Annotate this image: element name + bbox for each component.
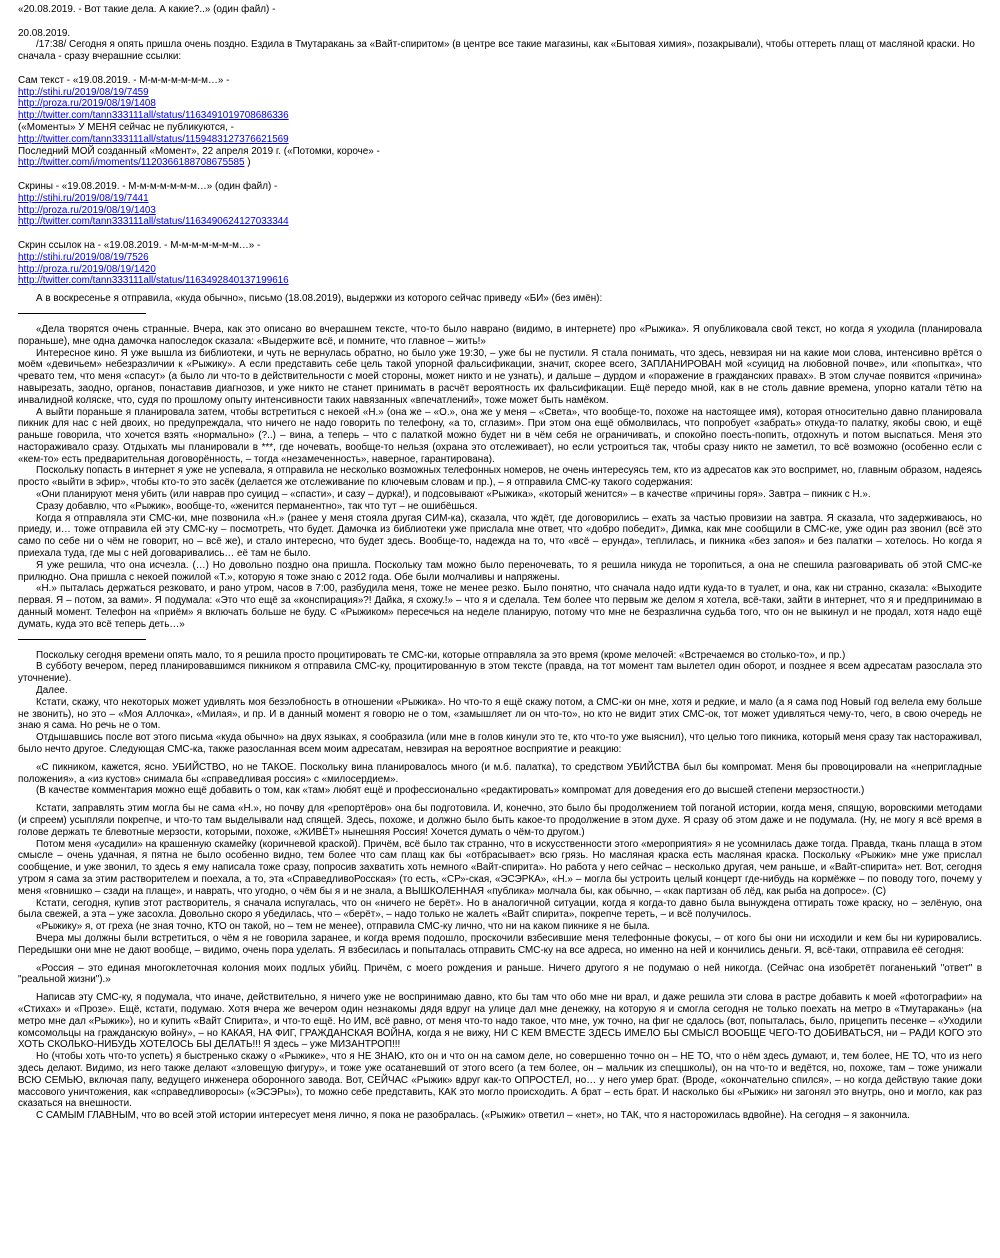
- body-paragraph: Написав эту СМС-ку, я подумала, что иначе, действительно, я ничего уже не воспринимаю давно, кто бы там что обо мне ни врал, и даже решила эти слова в растре добавить к моей «фотографии» на «Стихах» и «Прозе». Ещё, кстати, подумаю. Хотя вчера же вечером один незнакомы дядя вдруг на улице дал мне денежку, на которую я и смогла сегодня не только поехать на метро в «Тмутаракань» (на метро мне дал «Рыжик»), но и купить «Вайт Спирита», и что-то ещё. Но ИМ, всё равно, от меня что-то надо такое, что мне, уж точно, на фиг не сдалось (вот, попыталась, было, прицепить песенке – «Уходили комсомольцы на гражданскую войну», – но КАКАЯ, НА ФИГ, ГРАЖДАНСКАЯ ВОЙНА, когда я не вижу, НИ С КЕМ ВМЕСТЕ ЗДЕСЬ ИМЕЛО БЫ СМЫСЛ ВООБЩЕ ЧЕГО-ТО ДОБИВАТЬСЯ, ни – РАДИ КОГО это ХОТЬ СКОЛЬКО-НИБУДЬ ХОТЕЛОСЬ БЫ ДЕЛАТЬ!!! Я здесь – уже МИЗАНТРОП!!!: [18, 992, 982, 1051]
- quote-paragraph: «Они планируют меня убить (или наврав про суицид – «спасти», и сазу – дурка!), и подсовывают «Рыжика», «который женится» – в качестве «причины горя». Завтра – пикник с Н.».: [36, 489, 871, 501]
- quote-paragraph: Я уже решила, что она исчезла. (…) Но довольно поздно она пришла. Поскольку там можно было переночевать, то я решила никуда не торопиться, а она не спешила разговаривать об этой СМС-ке прилюдно. Она пришла с некоей пожилой «Т.», которую я тоже знаю с 2012 года. Обе были молчаливы и напряжены.: [18, 559, 982, 583]
- lead-paragraph: А в воскресенье я отправила, «куда обычно», письмо (18.08.2019), выдержки из которого сейчас приведу «БИ» (без имён):: [36, 293, 603, 305]
- date-line: 20.08.2019.: [18, 27, 71, 39]
- quote-paragraph: «Н.» пыталась держаться резковато, и рано утром, часов в 7:00, разбудила меня, тоже не менее резко. Было понятно, что сначала надо идти куда-то в туалет, и она, как ни странно, сказала: «Выходите первая. Я – потом, за вами». Я подумала: «Это что ещё за «конспирация»?! Дайка, я схожу.!» – что я и сделала. Тем более что первым же делом я хотела, всё-таки, зайти в интернет, что я и предпринимаю в данный момент. Телефон на «приём» я включать больше не буду. С «Рыжиком» пересечься на неделе планирую, потому что мне не безразлична судьба того, что он не выкинул и не продал, хотя надо ещё думать, куда это всё теперь деть…»: [18, 583, 982, 630]
- body-paragraph: Но (чтобы хоть что-то успеть) я быстренько скажу о «Рыжике», что я НЕ ЗНАЮ, кто он и что он на самом деле, но совершенно точно он – НЕ ТО, что о нём здесь думают, и, тем более, НЕ ТО, что из него здесь делают. Видимо, из него также делают «зловещую фигуру», и тоже уже осатаневший от этого всего (а тем более, он – мальчик из спецшколы), он на что-то и ведётся, но, похоже, там – тоже унижали ВСЮ СЕМЬЮ, включая папу, ведущего инженера оборонного завода. Вот, СЕЙЧАС «Рыжик» вдруг как-то ОПРОСТЕЛ, но… у него умер брат. (Вроде, «окончательно спился», – но когда действую такие доки массового уничтожения, как «справедливоросы» («ЭСЭРы»), то можно себе представить, КАК это могло происходить. А брат – есть брат. И насколько бы «Рыжик» ни загонял это внутрь, оно и могло, как раз сказаться на внешности.: [18, 1051, 982, 1110]
- moments-note: («Моменты» У МЕНЯ сейчас не публикуются, -: [18, 121, 234, 133]
- link-proza[interactable]: http://proza.ru/2019/08/19/1408: [18, 98, 156, 110]
- link-stihi[interactable]: http://stihi.ru/2019/08/19/7459: [18, 86, 149, 98]
- quote-paragraph: Сразу добавлю, что «Рыжик», вообще-то, «женится перманентно», так что тут – не ошибёшься.: [36, 500, 478, 512]
- link-twitter-note[interactable]: http://twitter.com/tann333111all/status/1159483127376621569: [18, 133, 289, 145]
- divider: [18, 313, 146, 314]
- sms-comment: (В качестве комментария можно ещё добавить о том, как «там» любят ещё и профессионально «редактировать» компромат для доведения его до высшей степени мерзостности.): [36, 785, 865, 797]
- body-paragraph: Вчера мы должны были встретиться, о чём я не говорила заранее, и когда время подошло, проскочили взбесившие меня телефонные фокусы, – от кого бы они ни исходили и кем бы ни курировались. Передышки они мне не дают вообще, – видимо, очень пора уделать. Я взбесилась и попыталась отправить СМС-ку на все адреса, но именно на ней и кончились деньги. Я, всё-таки, отправила её сегодня:: [18, 932, 982, 956]
- sms-quote: «С пикником, кажется, ясно. УБИЙСТВО, но не ТАКОЕ. Поскольку вина планировалось много (и м.б. палатка), то средством УБИЙСТВА был бы компромат. Меня бы провоцировали на «непригладные положения», а «из кустов» снимала бы «справедливая россия» с «милосердием».: [18, 761, 982, 785]
- last-moment-text: Последний МОЙ созданный «Момент», 22 апреля 2019 г. («Потомки, короче» -: [18, 145, 380, 157]
- links-block-screens: [18, 181, 982, 228]
- links-block-screen-of-links: [18, 240, 982, 287]
- body-paragraph: Кстати, скажу, что некоторых может удивлять моя безэлобность в отношении «Рыжика». Но что-то я ещё скажу потом, а СМС-ки он мне, хотя и редкие, и мало (а я сама под Новый год велела ему больше не звонить), но это – «Моя Аллочка», «Милая», и пр. И в данный момент я говорю не о том, «замышляет ли он что-то», но кто не видит этих СМС-ок, тот может удивляться чему-то, чего, в свою очередь не знаю я сама. Но речь не о том.: [18, 696, 982, 732]
- link-twitter[interactable]: http://twitter.com/tann333111all/status/1163490624127033344: [18, 216, 289, 228]
- sms-quote: «Россия – это единая многоклеточная колония моих подлых убийц. Причём, с моего рождения и раньше. Ничего другого я не подумаю о ней никогда. (Сейчас она изобретёт поганенький "ответ" в "реальной жизни").»: [18, 962, 982, 986]
- link-stihi[interactable]: http://stihi.ru/2019/08/19/7441: [18, 192, 149, 204]
- body-paragraph: «Рыжику» я, от греха (не зная точно, КТО он такой, но – тем не менее), отправила СМС-ку лично, что ни на каком пикнике я не была.: [36, 921, 651, 933]
- body-paragraph: Потом меня «усадили» на крашенную скамейку (коричневой краской). Причём, всё было так странно, что в искусственности этого «мероприятия» я не усомнилась даже тогда. Правда, ткань плаща в этом смысле – очень удачная, я пятна не было особенно видно, тем более что сам плащ как бы «отбрасывает» всю грязь. Но масляная краска есть масляная краска. Поскольку «Рыжик» мне уже прислал сообщение, и уже звонил, то здесь я ему написала тоже сразу, попросив захватить хоть немного «Вайт-спирита». Но работа у него сейчас – несколько другая, чем раньше, и «Вайт-спирита» нет. Вот, сегодня утром я сама за этим растворителем и поехала, а то, эта «СправедливоРосская» (то есть, «СР»-ская, «ЭСЭРКА», «Н.» – могла бы устроить целый концерт где-нибудь на кормёжке – по поводу того, почему у меня «говнишко – сзади на плаще», и наврать, что угодно, о чём бы я и не знала, а ВЫШКОЛЕННАЯ «публика» молчала бы, как обычно, – «как партизан об лёд, как рыба на допросе». (С): [18, 838, 982, 897]
- quoted-letter: [18, 324, 982, 631]
- body-paragraph: Кстати, заправлять этим могла бы не сама «Н.», но почву для «репортёров» она бы подготовила. И, конечно, это было бы продолжением той поганой истории, когда меня, спящую, воровскими методами (и спреем) усыпляли покрепче, и что-то там выделывали над спящей. Здесь, похоже, и должно было быть какое-то продолжение в этом духе. Я сразу об этом даже и не подумала. (Ну, не могу я всё время в голове держать те блевотные мерзости, которыми, похоже, «ЖИВЁТ» нынешняя Россия! Хочется думать о чём-то другом.): [18, 803, 982, 838]
- body-paragraph: Кстати, сегодня, купив этот растворитель, я сначала испугалась, что он «ничего не берёт». Но в аналогичной ситуации, когда я когда-то давно была вынуждена оттирать тоже краску, но – зелёную, она была свежей, а эта – уже засохла. Довольно скоро я убедилась, что – «берёт», – надо только не жалеть «Вайт спирита», покрепче тереть, – и всё получилось.: [18, 897, 982, 921]
- header-line: «20.08.2019. - Вот такие дела. А какие?..» (один файл) -: [18, 4, 276, 15]
- links-block-title: Скрин ссылок на - «19.08.2019. - М-м-м-м-м-м-м…» -: [18, 239, 261, 251]
- link-twitter[interactable]: http://twitter.com/tann333111all/status/1163491019708686336: [18, 110, 289, 122]
- links-block-title: Скрины - «19.08.2019. - М-м-м-м-м-м-м…» (один файл) -: [18, 180, 278, 192]
- body-paragraph: Поскольку сегодня времени опять мало, то я решила просто процитировать те СМС-ки, которые отправляла за это время (кроме мелочей: «Встречаемся во столько-то», и пр.): [36, 649, 846, 661]
- link-proza[interactable]: http://proza.ru/2019/08/19/1420: [18, 263, 156, 275]
- links-block-text: [18, 75, 982, 169]
- link-stihi[interactable]: http://stihi.ru/2019/08/19/7526: [18, 251, 149, 263]
- quote-paragraph: Когда я отправляла эти СМС-ки, мне позвонила «Н.» (ранее у меня стояла другая СИМ-ка), сказала, что ждёт, где договорились – ехать за частью провизии на завтра. Я сказала, что задерживаюсь, но приеду, и… тоже отправила ей эту СМС-ку – посмотреть, что будет. Дамочка из библиотеки уже прислала мне ответ, что «добро победит», Димка, как мне сообщили в СМС-ке, уже один раз звонил (всё это само по себе ни о чём не говорит, но – всё же), и стало интересно, что будет здесь. Вообще-то, надежда на то, что «всё – ерунда», теплилась, и пикника «без запоя» и без палатки – хотелось. Но когда я приехала туда, где мы с ней договаривались… её там не было.: [18, 512, 982, 560]
- intro-paragraph: /17:38/ Сегодня я опять пришла очень поздно. Ездила в Тмутаракань за «Вайт-спиритом» (в центре все такие магазины, как «Бытовая химия», позакрывали), чтобы оттереть плащ от масляной краски. Но сначала - сразу вчерашние ссылки:: [18, 39, 975, 63]
- main-text: [18, 650, 982, 1122]
- body-paragraph: С САМЫМ ГЛАВНЫМ, что во всей этой истории интересует меня лично, я пока не разобралась. («Рыжик» ответил – «нет», но ТАК, что я насторожилась вдвойне). На сегодня – я закончила.: [36, 1110, 910, 1122]
- body-paragraph: Отдышавшись после вот этого письма «куда обычно» на двух языках, я сообразила (или мне в голов кинули это те, кто что-то уже выяснил), что целью того пикника, который меня сразу так настораживал, было нечто другое. Следующая СМС-ка, также разосланная всем моим адресатам, невзирая на вероятное восприятие и реакцию:: [18, 732, 982, 756]
- divider: [18, 639, 146, 640]
- link-twitter[interactable]: http://twitter.com/tann333111all/status/1163492840137199616: [18, 275, 289, 287]
- body-paragraph: Далее.: [36, 685, 68, 697]
- quote-paragraph: Интересное кино. Я уже вышла из библиотеки, и чуть не вернулась обратно, но было уже 19:30, – уже бы не пустили. Я стала понимать, что здесь, невзирая ни на какие мои слова, интенсивно врётся о моём «девичьем» небезразличии к «Рыжику». А если представить себе цель такой упорной фальсификации, значит, скорее всего, ЗАПЛАНИРОВАН мой «суицид на любовной почве», или «попытка», что чревато тем, что меня «спасут» (а было ли что-то в действительности с моей стороны, может никто и не узнать), и дальше – дурдом и «поражение в гражданских правах». В этом случае появится «причина» навырезать, заодно, органов, понаставив диагнозов, и уже никто не станет принимать в расчёт вероятность их фальсификации. Ещё передо мной, как в не столь давние времена, упорно катали тётю на инвалидной коляске, что, судя по прошлому опыту интенсивности таких навязанных «впечатлений», тоже может быть намёком.: [18, 347, 982, 406]
- last-moment-tail: ): [244, 157, 251, 169]
- link-moment[interactable]: http://twitter.com/i/moments/1120366188708675585: [18, 157, 245, 169]
- quote-paragraph: «Дела творятся очень странные. Вчера, как это описано во вчерашнем тексте, что-то было наврано (видимо, в интернете) про «Рыжика». Я опубликовала свой текст, но когда я уходила (планировала пораньше), мне одна дамочка напоследок сказала: «Выдержите всё, и помните, что главное – жить!»: [18, 323, 982, 347]
- quote-paragraph: А выйти пораньше я планировала затем, чтобы встретиться с некоей «Н.» (она же – «О.», она же у меня – «Света», что вообще-то, похоже на настоящее имя), которая относительно давно планировала пикник для нас с ней двоих, но предупреждала, что ничего не надо говорить по телефону, «а то, сглазим». При этом она ещё обмолвилась, что попробует «забрать» откуда-то палатку, якобы свою, и ещё раньше говорила, что хочется взять «нормально» (?..) – вина, а теперь – что с палаткой можно будет ни в чём себя не ограничивать, и спокойно поесть-попить, отдохнуть и потом выспаться. Меня это настораживало сразу. Отдыхать мы планировали в ***, где ночевать, вообще-то нельзя (охрана это отслеживает), но если устроиться так, чтобы сразу никто не заметил, то всё возможно (особенно если с «кем-то» есть предварительная договорённость, – тогда «незамеченность», наверное, гарантирована).: [18, 406, 982, 465]
- body-paragraph: В субботу вечером, перед планировавшимся пикником я отправила СМС-ку, процитированную в этом тексте (правда, на тот момент там вылетел один оборот, и позднее я всем адресатам разослала это уточнение).: [18, 661, 982, 685]
- quote-paragraph: Поскольку попасть в интернет я уже не успевала, я отправила не несколько возможных телефонных номеров, не очень интересуясь тем, кто из адресатов как это воспримет, но, главным образом, надеясь просто «выйти в эфир», чтобы кто-то это засёк (делается же отслеживание по ключевым словам и пр.), – я отправила СМС-ку такого содержания:: [18, 465, 982, 489]
- links-block-title: Сам текст - «19.08.2019. - М-м-м-м-м-м-м…» -: [18, 74, 230, 86]
- link-proza[interactable]: http://proza.ru/2019/08/19/1403: [18, 204, 156, 216]
